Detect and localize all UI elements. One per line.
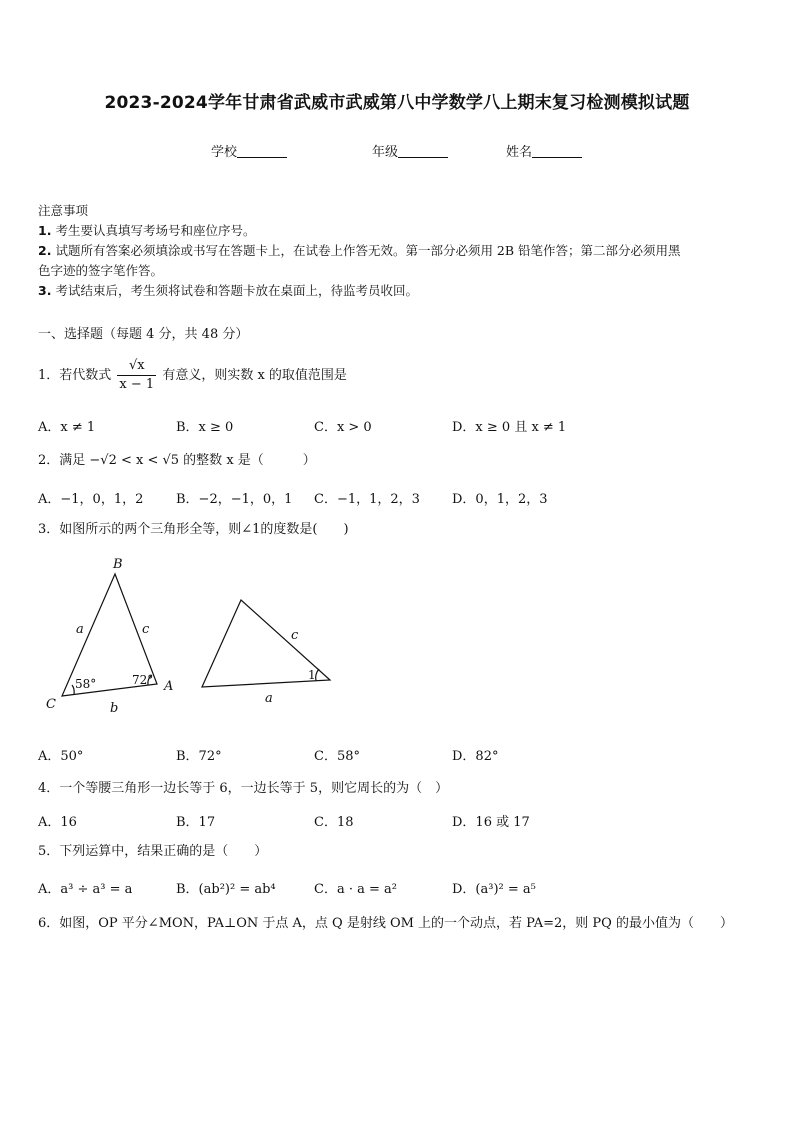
note-item	[38, 281, 763, 301]
name-label: 姓名	[506, 145, 533, 160]
label-side-a2: a	[265, 691, 273, 706]
question-4: 4．一个等腰三角形一边长等于 6，一边长等于 5，则它周长的为（ ）	[38, 781, 449, 796]
q3-option-a[interactable]: A．50°	[38, 749, 84, 764]
note-text: 试题所有答案必须填涂或书写在答题卡上，在试卷上作答无效。第一部分必须用 2B 铅笔作答；第二部分必须用黑	[55, 243, 681, 258]
q4-option-a[interactable]: A．16	[38, 815, 77, 830]
q1-suffix: 有意义，则实数 x 的取值范围是	[162, 368, 347, 383]
section-title: 一、选择题（每题 4 分，共 48 分）	[38, 327, 249, 342]
grade-blank	[398, 145, 448, 158]
name-field	[506, 141, 582, 160]
q3-option-d[interactable]: D．82°	[452, 749, 499, 764]
q5-option-c[interactable]: C．a · a = a²	[314, 882, 397, 897]
label-side-c2: c	[291, 628, 299, 643]
q4-option-d[interactable]: D．16 或 17	[452, 815, 530, 830]
label-b-vertex: B	[113, 557, 123, 572]
question-5: 5．下列运算中，结果正确的是（ ）	[38, 844, 268, 859]
name-blank	[532, 145, 582, 158]
label-side-c1: c	[142, 622, 150, 637]
q1-numerator: √x	[117, 357, 156, 376]
label-side-b1: b	[110, 701, 119, 716]
q2-option-c[interactable]: C．−1，1，2，3	[314, 492, 420, 507]
question-1	[38, 357, 347, 394]
angle-1-arc	[316, 669, 319, 681]
q3-option-c[interactable]: C．58°	[314, 749, 360, 764]
q5-option-b[interactable]: B．(ab²)² = ab⁴	[176, 882, 276, 897]
note-text: 考生要认真填写考场号和座位序号。	[55, 223, 256, 238]
grade-label: 年级	[372, 145, 399, 160]
q1-option-a[interactable]: A．x ≠ 1	[38, 420, 96, 435]
label-a-vertex: A	[164, 679, 174, 694]
label-side-a1: a	[76, 622, 84, 637]
q4-option-b[interactable]: B．17	[176, 815, 216, 830]
q1-fraction	[117, 357, 156, 394]
q1-denominator: x − 1	[119, 377, 155, 392]
question-2: 2．满足 −√2 < x < √5 的整数 x 是（ ）	[38, 453, 316, 468]
q1-option-c[interactable]: C．x > 0	[314, 420, 372, 435]
page-title: 2023-2024学年甘肃省武威市武威第八中学数学八上期末复习检测模拟试题	[104, 93, 690, 113]
q4-option-c[interactable]: C．18	[314, 815, 354, 830]
q2-option-a[interactable]: A．−1，0，1，2	[38, 492, 144, 507]
angle-c-arc	[72, 685, 74, 694]
triangles-figure	[40, 552, 360, 722]
label-angle-1: 1	[308, 668, 316, 682]
q1-prefix: 1．若代数式	[38, 368, 112, 383]
note-item	[38, 221, 763, 241]
question-3: 3．如图所示的两个三角形全等，则∠1的度数是( )	[38, 522, 349, 537]
label-c-vertex: C	[46, 697, 56, 712]
q1-option-b[interactable]: B．x ≥ 0	[176, 420, 234, 435]
note-number: 2.	[38, 243, 52, 258]
label-angle-58: 58°	[75, 677, 97, 691]
q2-option-d[interactable]: D．0，1，2，3	[452, 492, 548, 507]
q5-option-d[interactable]: D．(a³)² = a⁵	[452, 882, 536, 897]
q1-option-d[interactable]: D．x ≥ 0 且 x ≠ 1	[452, 420, 567, 435]
q3-option-b[interactable]: B．72°	[176, 749, 222, 764]
school-blank	[237, 145, 287, 158]
note-item	[38, 261, 763, 281]
notes-block	[38, 201, 763, 301]
note-number: 3.	[38, 283, 52, 298]
note-text: 考试结束后，考生须将试卷和答题卡放在桌面上，待监考员收回。	[55, 283, 418, 298]
school-field	[211, 141, 287, 160]
label-angle-72: 72°	[132, 673, 154, 687]
notes-heading: 注意事项	[38, 203, 89, 218]
note-item	[38, 241, 763, 261]
question-6: 6．如图，OP 平分∠MON，PA⊥ON 于点 A，点 Q 是射线 OM 上的一个动点，若 PA=2，则 PQ 的最小值为（ ）	[38, 916, 733, 931]
grade-field	[372, 141, 448, 160]
school-label: 学校	[211, 145, 238, 160]
note-text: 色字迹的签字笔作答。	[38, 263, 164, 278]
note-number: 1.	[38, 223, 52, 238]
q2-option-b[interactable]: B．−2，−1，0，1	[176, 492, 293, 507]
q5-option-a[interactable]: A．a³ ÷ a³ = a	[38, 882, 133, 897]
